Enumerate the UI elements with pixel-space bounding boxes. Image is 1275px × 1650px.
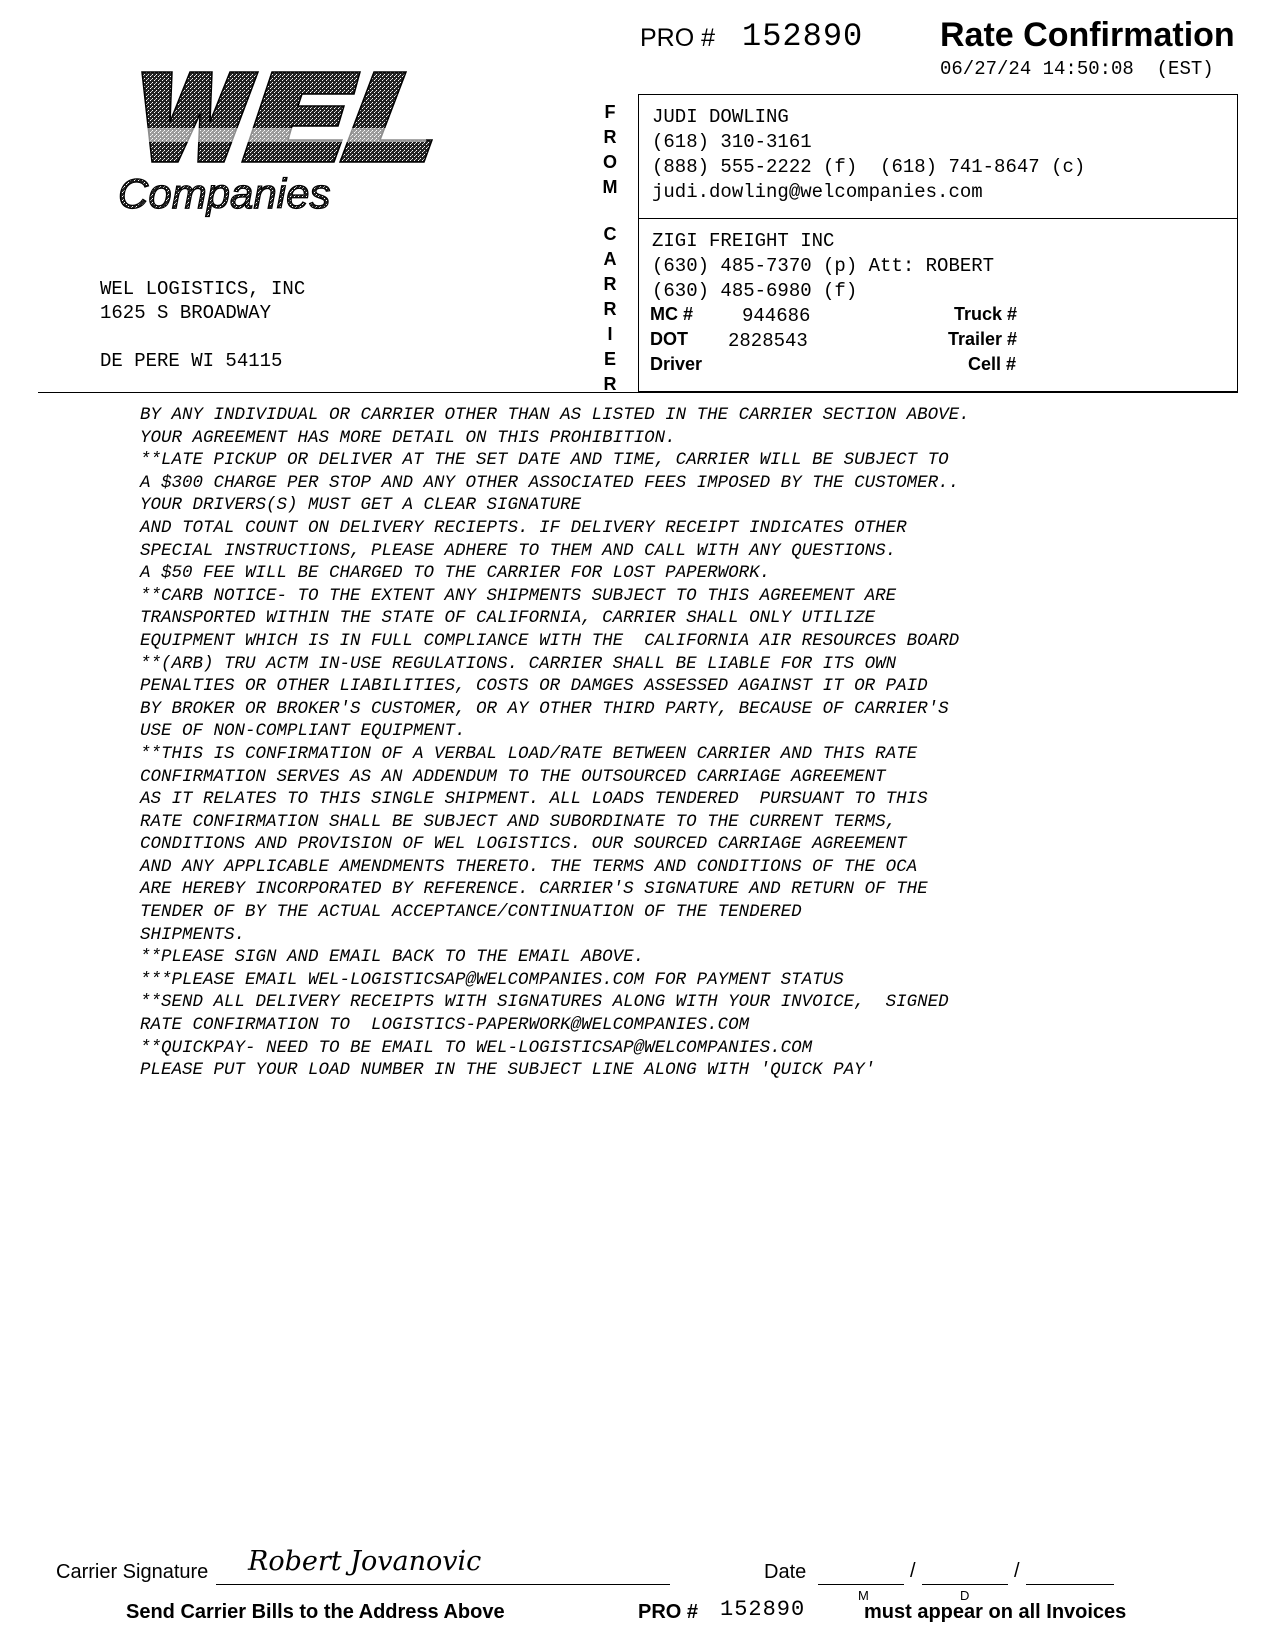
carrier-signature-label: Carrier Signature [56,1561,209,1583]
document-datetime: 06/27/24 14:50:08 (EST) [940,58,1214,80]
from-contact-name: JUDI DOWLING [652,106,789,128]
terms-line: ***PLEASE EMAIL WEL-LOGISTICSAP@WELCOMPANIES.COM FOR PAYMENT STATUS [140,969,844,990]
terms-line: AND ANY APPLICABLE AMENDMENTS THERETO. THE TERMS AND CONDITIONS OF THE OCA [140,856,918,877]
terms-line: AND TOTAL COUNT ON DELIVERY RECIEPTS. IF DELIVERY RECEIPT INDICATES OTHER [140,517,907,538]
terms-line: SHIPMENTS. [140,924,246,945]
from-letter: M [602,177,618,197]
shipper-city-state-zip: DE PERE WI 54115 [100,350,283,372]
terms-line: **THIS IS CONFIRMATION OF A VERBAL LOAD/RATE BETWEEN CARRIER AND THIS RATE [140,743,918,764]
pro-number: 152890 [742,18,864,55]
terms-line: CONFIRMATION SERVES AS AN ADDENDUM TO THE OUTSOURCED CARRIAGE AGREEMENT [140,766,886,787]
terms-line: EQUIPMENT WHICH IS IN FULL COMPLIANCE WITH THE CALIFORNIA AIR RESOURCES BOARD [140,630,960,651]
from-email[interactable]: judi.dowling@welcompanies.com [652,181,983,203]
carrier-letter: A [603,249,617,269]
carrier-phone: (630) 485-7370 (p) Att: ROBERT [652,255,995,277]
from-fax-cell: (888) 555-2222 (f) (618) 741-8647 (c) [652,156,1086,178]
mc-label: MC # [650,304,694,324]
invoice-notice: must appear on all Invoices [864,1601,1127,1623]
terms-line: ARE HEREBY INCORPORATED BY REFERENCE. CARRIER'S SIGNATURE AND RETURN OF THE [140,879,928,900]
mc-value: 944686 [742,305,811,327]
trailer-label: Trailer # [948,329,1018,349]
from-phone: (618) 310-3161 [652,131,812,153]
terms-line: RATE CONFIRMATION SHALL BE SUBJECT AND SUBORDINATE TO THE CURRENT TERMS, [140,811,897,832]
logo-companies-text: Companies [118,170,331,217]
from-letter: F [604,102,616,122]
terms-line: AS IT RELATES TO THIS SINGLE SHIPMENT. ALL LOADS TENDERED PURSUANT TO THIS [140,789,928,810]
cell-label: Cell # [968,354,1017,374]
terms-line: **LATE PICKUP OR DELIVER AT THE SET DATE AND TIME, CARRIER WILL BE SUBJECT TO [140,450,949,471]
shipper-street: 1625 S BROADWAY [100,302,272,324]
truck-label: Truck # [954,304,1018,324]
company-logo [112,66,452,226]
carrier-letter: C [603,224,617,244]
carrier-vertical-label [598,222,622,397]
terms-line: **PLEASE SIGN AND EMAIL BACK TO THE EMAIL ABOVE. [140,947,645,968]
driver-label: Driver [650,354,703,374]
dot-label: DOT [650,329,688,349]
terms-line: RATE CONFIRMATION TO LOGISTICS-PAPERWORK@WELCOMPANIES.COM [140,1015,750,1036]
terms-and-conditions [140,404,970,1082]
terms-line: A $50 FEE WILL BE CHARGED TO THE CARRIER FOR LOST PAPERWORK. [140,563,771,584]
terms-line: PENALTIES OR OTHER LIABILITIES, COSTS OR DAMGES ASSESSED AGAINST IT OR PAID [140,676,928,697]
terms-line: TENDER OF BY THE ACTUAL ACCEPTANCE/CONTINUATION OF THE TENDERED [140,902,802,923]
terms-line: YOUR AGREEMENT HAS MORE DETAIL ON THIS PROHIBITION. [140,427,676,448]
signature-text: Robert Jovanovic [248,1546,482,1577]
carrier-letter: I [607,324,613,344]
terms-line: TRANSPORTED WITHIN THE STATE OF CALIFORNIA, CARRIER SHALL ONLY UTILIZE [140,608,876,629]
terms-line: **SEND ALL DELIVERY RECEIPTS WITH SIGNATURES ALONG WITH YOUR INVOICE, SIGNED [140,992,949,1013]
terms-line: BY ANY INDIVIDUAL OR CARRIER OTHER THAN AS LISTED IN THE CARRIER SECTION ABOVE. [140,405,970,425]
month-sublabel: M [858,1588,869,1603]
terms-line: BY BROKER OR BROKER'S CUSTOMER, OR AY OTHER THIRD PARTY, BECAUSE OF CARRIER'S [140,698,949,719]
day-sublabel: D [960,1588,970,1603]
terms-line: YOUR DRIVERS(S) MUST GET A CLEAR SIGNATURE [140,495,582,516]
terms-line: PLEASE PUT YOUR LOAD NUMBER IN THE SUBJECT LINE ALONG WITH 'QUICK PAY' [140,1060,876,1081]
footer-pro-label: PRO # [638,1601,699,1623]
date-slash: / [910,1560,916,1582]
send-bills-notice: Send Carrier Bills to the Address Above [126,1601,505,1623]
date-year-line[interactable] [1026,1584,1114,1585]
terms-line: **QUICKPAY- NEED TO BE EMAIL TO WEL-LOGISTICSAP@WELCOMPANIES.COM [140,1037,813,1058]
terms-line: **CARB NOTICE- TO THE EXTENT ANY SHIPMENTS SUBJECT TO THIS AGREEMENT ARE [140,585,897,606]
pro-label: PRO # [640,24,716,52]
carrier-letter: R [603,299,617,319]
terms-line: USE OF NON-COMPLIANT EQUIPMENT. [140,721,466,742]
footer-pro-number: 152890 [720,1597,806,1622]
wel-logo-graphic [112,66,452,226]
terms-line: A $300 CHARGE PER STOP AND ANY OTHER ASSOCIATED FEES IMPOSED BY THE CUSTOMER.. [140,472,960,493]
terms-line: **(ARB) TRU ACTM IN-USE REGULATIONS. CARRIER SHALL BE LIABLE FOR ITS OWN [140,653,897,674]
dot-value: 2828543 [728,330,808,352]
carrier-name: ZIGI FREIGHT INC [652,230,835,252]
carrier-letter: E [603,349,616,369]
from-vertical-label [598,100,622,200]
date-day-line[interactable] [922,1584,1008,1585]
terms-line: SPECIAL INSTRUCTIONS, PLEASE ADHERE TO THEM AND CALL WITH ANY QUESTIONS. [140,540,897,561]
from-letter: R [603,127,617,147]
date-label: Date [764,1561,807,1583]
from-letter: O [602,152,617,172]
carrier-letter: R [603,374,617,394]
section-divider [638,218,1238,219]
document-title: Rate Confirmation [940,16,1235,54]
carrier-fax: (630) 485-6980 (f) [652,280,858,302]
shipper-name: WEL LOGISTICS, INC [100,278,306,300]
handwritten-signature [246,1540,486,1585]
carrier-letter: R [603,274,617,294]
date-slash: / [1014,1560,1020,1582]
terms-line: CONDITIONS AND PROVISION OF WEL LOGISTICS. OUR SOURCED CARRIAGE AGREEMENT [140,834,907,855]
date-month-line[interactable] [818,1584,904,1585]
header-rule [38,392,1238,393]
signature-graphic [246,1540,486,1580]
